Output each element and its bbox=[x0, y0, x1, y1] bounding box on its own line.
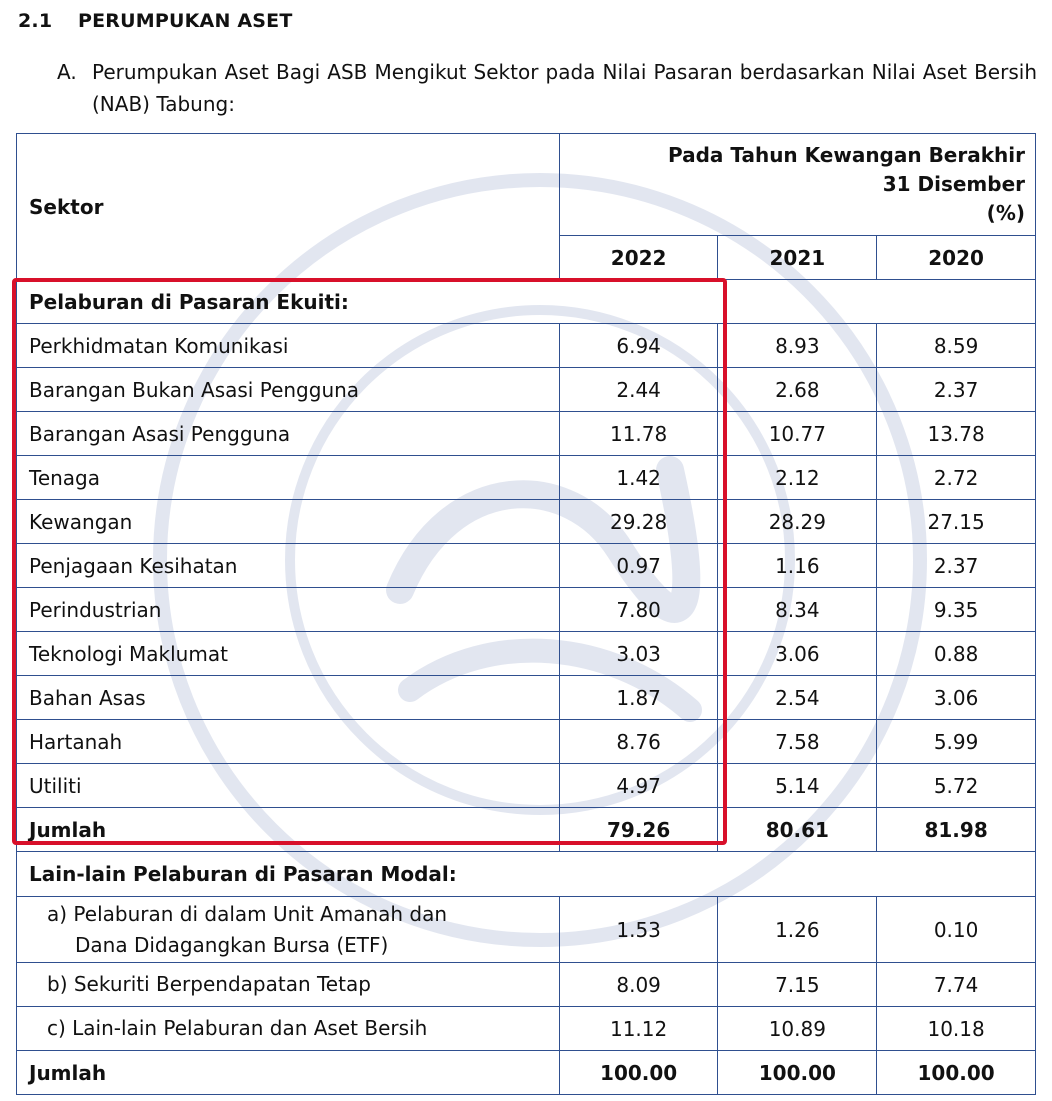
table-row bbox=[17, 764, 1036, 808]
section-title bbox=[18, 10, 293, 32]
value-2021: 28.29 bbox=[718, 500, 877, 544]
period-header-line1: Pada Tahun Kewangan Berakhir bbox=[668, 143, 1025, 167]
value-2020: 2.37 bbox=[877, 544, 1036, 588]
value-2020: 9.35 bbox=[877, 588, 1036, 632]
row-label: b) Sekuriti Berpendapatan Tetap bbox=[17, 963, 560, 1007]
value-2021: 8.93 bbox=[718, 324, 877, 368]
value-2022: 3.03 bbox=[559, 632, 718, 676]
row-label: Kewangan bbox=[17, 500, 560, 544]
value-2020: 8.59 bbox=[877, 324, 1036, 368]
value-2020: 2.72 bbox=[877, 456, 1036, 500]
caption-label: A. bbox=[57, 60, 77, 84]
caption-text: Perumpukan Aset Bagi ASB Mengikut Sektor pada Nilai Pasaran berdasarkan Nilai Aset Bersih (NAB) Tabung: bbox=[92, 60, 1037, 116]
row-label: Bahan Asas bbox=[17, 676, 560, 720]
row-label: Penjagaan Kesihatan bbox=[17, 544, 560, 588]
row-label: Hartanah bbox=[17, 720, 560, 764]
grand-total-2022: 100.00 bbox=[559, 1051, 718, 1095]
section-title-text: PERUMPUKAN ASET bbox=[78, 10, 293, 32]
row-label: Perkhidmatan Komunikasi bbox=[17, 324, 560, 368]
year-header-2020: 2020 bbox=[877, 236, 1036, 280]
table-row bbox=[17, 963, 1036, 1007]
value-2021: 5.14 bbox=[718, 764, 877, 808]
equity-total-row bbox=[17, 808, 1036, 852]
value-2021: 2.68 bbox=[718, 368, 877, 412]
value-2022: 8.09 bbox=[559, 963, 718, 1007]
value-2020: 5.72 bbox=[877, 764, 1036, 808]
period-header-line2: 31 Disember bbox=[882, 172, 1025, 196]
value-2021: 10.77 bbox=[718, 412, 877, 456]
table-caption bbox=[57, 56, 1037, 120]
year-header-2021: 2021 bbox=[718, 236, 877, 280]
row-label bbox=[17, 897, 560, 963]
table-row bbox=[17, 324, 1036, 368]
other-section-heading: Lain-lain Pelaburan di Pasaran Modal: bbox=[17, 852, 1036, 897]
value-2021: 10.89 bbox=[718, 1007, 877, 1051]
value-2021: 3.06 bbox=[718, 632, 877, 676]
value-2022: 29.28 bbox=[559, 500, 718, 544]
row-label: Teknologi Maklumat bbox=[17, 632, 560, 676]
row-label: Barangan Bukan Asasi Pengguna bbox=[17, 368, 560, 412]
value-2021: 2.54 bbox=[718, 676, 877, 720]
value-2022: 2.44 bbox=[559, 368, 718, 412]
table-row bbox=[17, 588, 1036, 632]
table-row bbox=[17, 544, 1036, 588]
row-label-line1: a) Pelaburan di dalam Unit Amanah dan bbox=[47, 901, 448, 926]
value-2021: 7.58 bbox=[718, 720, 877, 764]
value-2020: 0.88 bbox=[877, 632, 1036, 676]
period-header bbox=[559, 134, 1035, 236]
value-2020: 13.78 bbox=[877, 412, 1036, 456]
row-label: Barangan Asasi Pengguna bbox=[17, 412, 560, 456]
value-2022: 8.76 bbox=[559, 720, 718, 764]
value-2020: 5.99 bbox=[877, 720, 1036, 764]
year-header-2022: 2022 bbox=[559, 236, 718, 280]
grand-total-row bbox=[17, 1051, 1036, 1095]
sector-column-header: Sektor bbox=[17, 134, 560, 280]
equity-total-2021: 80.61 bbox=[718, 808, 877, 852]
asset-allocation-table bbox=[16, 133, 1036, 1095]
row-label: Utiliti bbox=[17, 764, 560, 808]
row-label-line2: Dana Didagangkan Bursa (ETF) bbox=[75, 932, 389, 957]
table-row bbox=[17, 676, 1036, 720]
value-2022: 11.78 bbox=[559, 412, 718, 456]
value-2022: 6.94 bbox=[559, 324, 718, 368]
value-2020: 7.74 bbox=[877, 963, 1036, 1007]
row-label: Perindustrian bbox=[17, 588, 560, 632]
value-2022: 1.87 bbox=[559, 676, 718, 720]
value-2021: 1.16 bbox=[718, 544, 877, 588]
table-row bbox=[17, 412, 1036, 456]
grand-total-2020: 100.00 bbox=[877, 1051, 1036, 1095]
value-2021: 7.15 bbox=[718, 963, 877, 1007]
row-label: Tenaga bbox=[17, 456, 560, 500]
value-2022: 0.97 bbox=[559, 544, 718, 588]
value-2020: 27.15 bbox=[877, 500, 1036, 544]
value-2021: 8.34 bbox=[718, 588, 877, 632]
value-2022: 11.12 bbox=[559, 1007, 718, 1051]
value-2022: 1.53 bbox=[559, 897, 718, 963]
value-2020: 3.06 bbox=[877, 676, 1036, 720]
value-2020: 2.37 bbox=[877, 368, 1036, 412]
equity-total-2022: 79.26 bbox=[559, 808, 718, 852]
value-2022: 7.80 bbox=[559, 588, 718, 632]
value-2021: 1.26 bbox=[718, 897, 877, 963]
value-2022: 1.42 bbox=[559, 456, 718, 500]
table-row bbox=[17, 632, 1036, 676]
table-row bbox=[17, 1007, 1036, 1051]
equity-section-heading: Pelaburan di Pasaran Ekuiti: bbox=[17, 280, 1036, 324]
section-number: 2.1 bbox=[18, 10, 53, 32]
grand-total-label: Jumlah bbox=[17, 1051, 560, 1095]
table-row bbox=[17, 456, 1036, 500]
value-2020: 0.10 bbox=[877, 897, 1036, 963]
period-header-line3: (%) bbox=[986, 201, 1025, 225]
equity-total-2020: 81.98 bbox=[877, 808, 1036, 852]
table-row bbox=[17, 720, 1036, 764]
table-row bbox=[17, 897, 1036, 963]
equity-total-label: Jumlah bbox=[17, 808, 560, 852]
value-2022: 4.97 bbox=[559, 764, 718, 808]
value-2021: 2.12 bbox=[718, 456, 877, 500]
grand-total-2021: 100.00 bbox=[718, 1051, 877, 1095]
row-label: c) Lain-lain Pelaburan dan Aset Bersih bbox=[17, 1007, 560, 1051]
table-row bbox=[17, 500, 1036, 544]
value-2020: 10.18 bbox=[877, 1007, 1036, 1051]
table-row bbox=[17, 368, 1036, 412]
